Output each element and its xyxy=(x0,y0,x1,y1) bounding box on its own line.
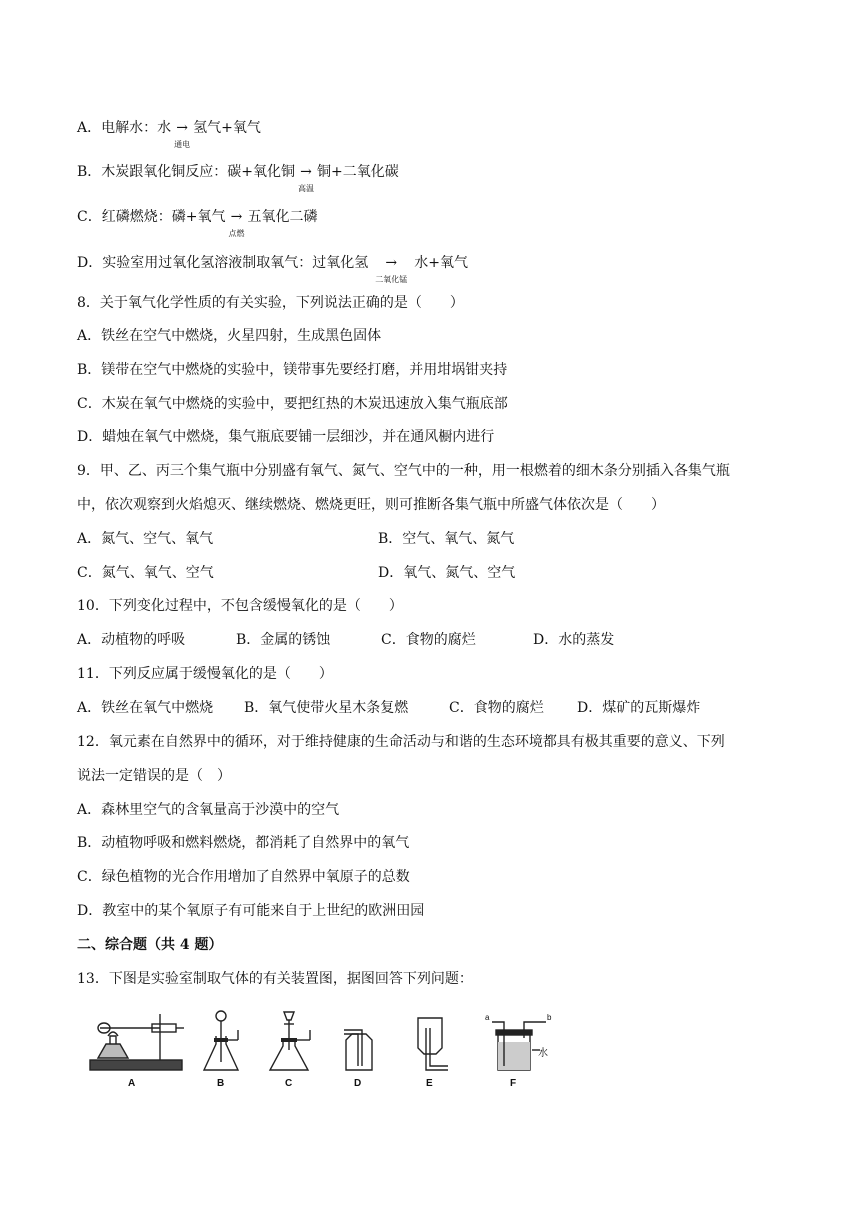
q10-option-a: A．动植物的呼吸 xyxy=(77,632,186,648)
water-label: 水 xyxy=(538,1048,548,1059)
q9-option-c: C．氮气、氧气、空气 xyxy=(77,565,214,581)
q8-stem: 8．关于氧气化学性质的有关实验，下列说法正确的是（ ） xyxy=(77,295,464,311)
q11-option-c: C．食物的腐烂 xyxy=(449,700,544,716)
apparatus-b xyxy=(204,1011,238,1070)
q12-option-d: D．教室中的某个氧原子有可能来自于上世纪的欧洲田园 xyxy=(77,903,425,919)
port-b-label: b xyxy=(547,1013,552,1022)
q11-option-d: D．煤矿的瓦斯爆炸 xyxy=(577,700,701,716)
label-b: B xyxy=(217,1078,225,1089)
q8-option-b: B．镁带在空气中燃烧的实验中，镁带事先要经打磨，并用坩埚钳夹持 xyxy=(77,362,508,378)
q8-option-d: D．蜡烛在氧气中燃烧，集气瓶底要铺一层细沙，并在通风橱内进行 xyxy=(77,429,495,445)
q7-option-a xyxy=(77,118,261,149)
q12-option-c: C．绿色植物的光合作用增加了自然界中氧原子的总数 xyxy=(77,869,410,885)
q11-option-a: A．铁丝在氧气中燃烧 xyxy=(77,700,214,716)
q7-a-condition: 通电 xyxy=(174,140,191,149)
q10-stem: 10．下列变化过程中，不包含缓慢氧化的是（ ） xyxy=(77,598,403,614)
q7-d-suffix: 水+氧气 xyxy=(414,255,468,271)
label-e: E xyxy=(426,1078,433,1089)
q7-d-reaction-arrow xyxy=(368,253,414,284)
q9-option-b: B．空气、氧气、氮气 xyxy=(378,531,515,547)
q7-b-prefix: B．木炭跟氧化铜反应：碳+氧化铜 xyxy=(77,164,296,180)
q9-stem-line1: 9．甲、乙、丙三个集气瓶中分别盛有氧气、氮气、空气中的一种，用一根燃着的细木条分别插入各集气瓶 xyxy=(77,463,730,479)
q7-c-suffix: 五氧化二磷 xyxy=(247,209,318,225)
label-a: A xyxy=(128,1078,136,1089)
q7-c-condition: 点燃 xyxy=(228,229,245,238)
arrow-icon: → xyxy=(230,209,243,225)
q7-b-suffix: 铜+二氧化碳 xyxy=(317,164,399,180)
port-a-label: a xyxy=(485,1013,490,1022)
q7-d-prefix: D．实验室用过氧化氢溶液制取氧气：过氧化氢 xyxy=(77,255,369,271)
arrow-icon: → xyxy=(176,120,188,136)
q13-stem: 13．下图是实验室制取气体的有关装置图，据图回答下列问题： xyxy=(77,971,473,987)
q12-stem-line1: 12．氧元素在自然界中的循环，对于维持健康的生命活动与和谐的生态环境都具有极其重要的意义、下列 xyxy=(77,734,725,750)
apparatus-f xyxy=(492,1022,546,1070)
apparatus-e xyxy=(418,1018,448,1070)
q8-option-a: A．铁丝在空气中燃烧，火星四射，生成黑色固体 xyxy=(77,328,382,344)
lab-apparatus-figure xyxy=(88,1010,568,1090)
apparatus-a xyxy=(90,1014,184,1070)
arrow-icon: → xyxy=(385,255,398,271)
q12-option-b: B．动植物呼吸和燃料燃烧，都消耗了自然界中的氧气 xyxy=(77,835,410,851)
q7-c-prefix: C．红磷燃烧：磷+氧气 xyxy=(77,209,226,225)
apparatus-c xyxy=(270,1012,310,1070)
q7-option-b xyxy=(77,162,399,193)
q9-option-a: A．氮气、空气、氧气 xyxy=(77,531,214,547)
q7-a-suffix: 氢气+氧气 xyxy=(193,120,261,136)
q7-option-d xyxy=(77,253,468,284)
q7-c-reaction-arrow xyxy=(225,207,247,238)
q10-option-d: D．水的蒸发 xyxy=(533,632,615,648)
arrow-icon: → xyxy=(300,164,312,180)
q7-b-condition: 高温 xyxy=(298,184,315,193)
q10-option-b: B．金属的锈蚀 xyxy=(236,632,331,648)
q9-stem-line2: 中，依次观察到火焰熄灭、继续燃烧、燃烧更旺，则可推断各集气瓶中所盛气体依次是（ ） xyxy=(77,497,665,513)
q7-option-c xyxy=(77,207,318,238)
q12-option-a: A．森林里空气的含氧量高于沙漠中的空气 xyxy=(77,802,340,818)
q11-option-b: B．氧气使带火星木条复燃 xyxy=(244,700,409,716)
label-d: D xyxy=(354,1078,362,1089)
section-heading: 二、综合题（共 4 题） xyxy=(77,937,223,953)
q12-stem-line2: 说法一定错误的是（ ） xyxy=(77,768,231,784)
q8-option-c: C．木炭在氧气中燃烧的实验中，要把红热的木炭迅速放入集气瓶底部 xyxy=(77,396,508,412)
q9-option-d: D．氧气、氮气、空气 xyxy=(378,565,516,581)
q11-stem: 11．下列反应属于缓慢氧化的是（ ） xyxy=(77,666,333,682)
q7-a-prefix: A．电解水：水 xyxy=(77,120,172,136)
label-f: F xyxy=(510,1078,517,1089)
q10-option-c: C．食物的腐烂 xyxy=(381,632,476,648)
q7-b-reaction-arrow xyxy=(295,162,317,193)
apparatus-d xyxy=(344,1030,372,1070)
label-c: C xyxy=(285,1078,293,1089)
q7-d-condition: 二氧化锰 xyxy=(375,275,408,284)
q7-a-reaction-arrow xyxy=(171,118,193,149)
